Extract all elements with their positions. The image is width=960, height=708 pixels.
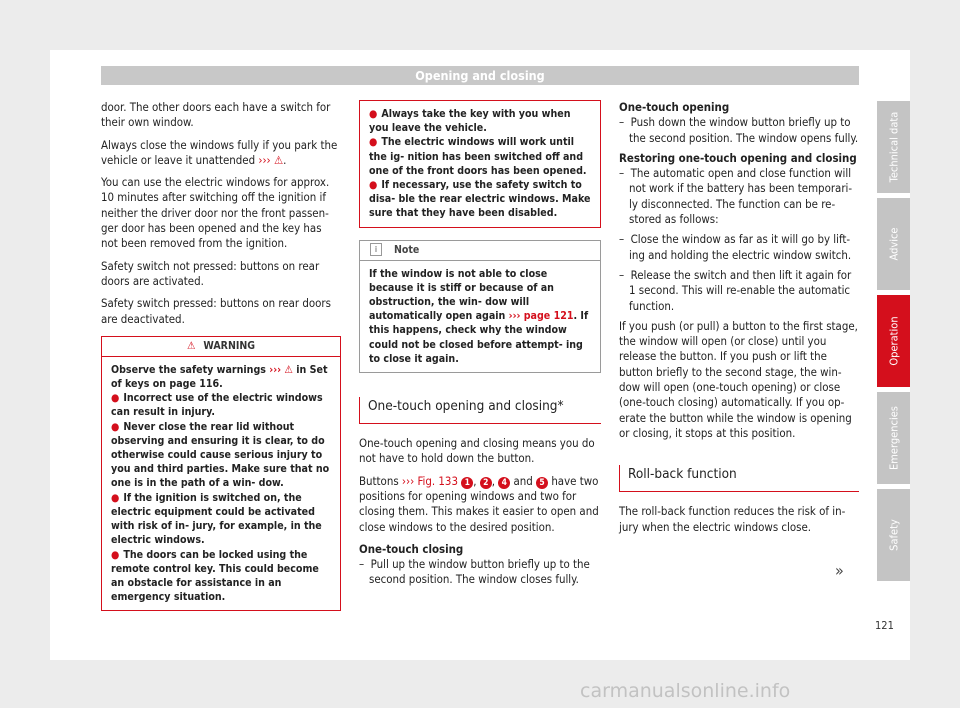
subheading: One-touch opening bbox=[619, 100, 730, 114]
bullet-icon: ● bbox=[111, 548, 120, 561]
bullet-icon: ● bbox=[111, 420, 120, 433]
warning-bullet: ● Incorrect use of the electric windows can result in injury. bbox=[111, 392, 323, 419]
info-icon: i bbox=[370, 243, 382, 256]
paragraph: The roll-back function reduces the risk of in- jury when the electric windows close. bbox=[619, 504, 846, 534]
callout-number: 5 bbox=[536, 477, 548, 489]
tab-advice[interactable]: Advice bbox=[877, 198, 910, 290]
bullet-icon: ● bbox=[369, 108, 378, 120]
subheading: Restoring one-touch opening and closing bbox=[619, 150, 857, 165]
warning-icon: ⚠ bbox=[186, 339, 196, 352]
warning-bullet: ● If the ignition is switched on, the electric equipment could be activated with risk of in- jury, for example, in the electric windows. bbox=[111, 491, 322, 547]
section-title: Roll-back function bbox=[619, 465, 859, 492]
note-box bbox=[359, 240, 601, 373]
cross-ref-arrow[interactable]: ››› bbox=[258, 152, 271, 167]
continue-arrow-icon: » bbox=[835, 561, 844, 580]
tab-emergencies[interactable]: Emergencies bbox=[877, 392, 910, 484]
bullet-icon: ● bbox=[369, 136, 378, 149]
tab-technical-data[interactable]: Technical data bbox=[877, 101, 910, 193]
warning-icon: ⚠ bbox=[284, 363, 293, 376]
bullet-icon: ● bbox=[369, 179, 378, 192]
page-header: Opening and closing bbox=[101, 66, 859, 85]
tab-operation[interactable]: Operation bbox=[877, 295, 910, 387]
paragraph: Safety switch pressed: buttons on rear doors are deactivated. bbox=[101, 296, 331, 326]
page-number: 121 bbox=[875, 619, 894, 632]
bullet-icon: ● bbox=[111, 491, 120, 504]
paragraph: You can use the electric windows for approx. 10 minutes after switching off the ignition if neither the driver door nor the front passen- ger door has been opened and the key has not been removed from the ignition. bbox=[101, 175, 330, 251]
dash-item: – Pull up the window button briefly up to the second position. The window closes fully. bbox=[359, 557, 590, 587]
dash-item: – Push down the window button briefly up to the second position. The window opens fully. bbox=[619, 115, 859, 145]
paragraph: Buttons ››› Fig. 133 1 , 2 , 4 and 5 have two positions for opening windows and two for closing them. This makes it easier to open and close windows to the desired position. bbox=[359, 473, 599, 534]
paragraph: Safety switch not pressed: buttons on rear doors are activated. bbox=[101, 258, 320, 288]
dash-item: – The automatic open and close function will not work if the battery has been temporari- ly disconnected. The function can be re- stored as follows: bbox=[619, 166, 853, 227]
note-body: If the window is not able to close because it is stiff or because of an obstruction, the win- dow will automatically open again ››› page 121. If this happens, check why the window could not be closed before attempt- ing to close it again. bbox=[369, 267, 589, 365]
tab-safety[interactable]: Safety bbox=[877, 489, 910, 581]
warning-box-continued bbox=[359, 100, 601, 228]
paragraph: door. The other doors each have a switch for their own window. bbox=[101, 100, 331, 130]
section-title: One-touch opening and closing* bbox=[359, 397, 601, 424]
callout-number: 4 bbox=[498, 477, 510, 489]
warning-header: ⚠ WARNING bbox=[102, 337, 340, 357]
warning-bullet: ● Always take the key with you when you leave the vehicle. bbox=[369, 108, 571, 135]
dash-item: – Close the window as far as it will go by lift- ing and holding the electric window switch. bbox=[619, 232, 852, 262]
column-3 bbox=[619, 100, 859, 542]
column-1 bbox=[101, 100, 341, 611]
warning-bullet: ● The electric windows will work until the ig- nition has been switched off and one of the front doors has been opened. bbox=[369, 136, 587, 177]
warning-body bbox=[360, 101, 600, 227]
paragraph: If you push (or pull) a button to the first stage, the window will open (or close) until you release the button. If you push or lift the button briefly to the second stage, the win- dow will open (one-touch opening) or close (one-touch closing) automatically. If you op- erate the button while the window is opening or closing, it stops at this position. bbox=[619, 318, 858, 440]
watermark: carmanualsonline.info bbox=[580, 680, 791, 702]
warning-icon: ⚠ bbox=[273, 152, 284, 167]
paragraph: One-touch opening and closing means you do not have to hold down the button. bbox=[359, 436, 595, 466]
callout-number: 2 bbox=[480, 477, 492, 489]
warning-intro: Observe the safety warnings ››› ⚠ in Set of keys on page 116. bbox=[111, 363, 328, 391]
dash-item: – Release the switch and then lift it again for 1 second. This will re-enable the automatic function. bbox=[619, 267, 852, 313]
warning-bullet: ● If necessary, use the safety switch to disa- ble the rear electric windows. Make sure that they have been disabled. bbox=[369, 179, 591, 220]
page-link[interactable]: ››› page 121 bbox=[508, 310, 574, 323]
paragraph: Always close the windows fully if you park the vehicle or leave it unattended ››› ⚠. bbox=[101, 137, 338, 167]
warning-box bbox=[101, 336, 341, 611]
note-header: i Note bbox=[360, 241, 600, 261]
warning-bullet: ● The doors can be locked using the remote control key. This could become an obstacle for assistance in an emergency situation. bbox=[111, 548, 319, 604]
figure-link[interactable]: ››› Fig. 133 bbox=[401, 473, 458, 488]
callout-number: 1 bbox=[461, 477, 473, 489]
cross-ref-arrow[interactable]: ››› bbox=[269, 363, 282, 376]
bullet-icon: ● bbox=[111, 392, 120, 405]
subheading: One-touch closing bbox=[359, 541, 464, 556]
warning-body bbox=[102, 357, 340, 610]
column-2 bbox=[359, 100, 601, 593]
warning-bullet: ● Never close the rear lid without observing and ensuring it is clear, to do otherwise could cause serious injury to you and third parties. Make sure that no one is in the path of a win- dow. bbox=[111, 420, 330, 490]
